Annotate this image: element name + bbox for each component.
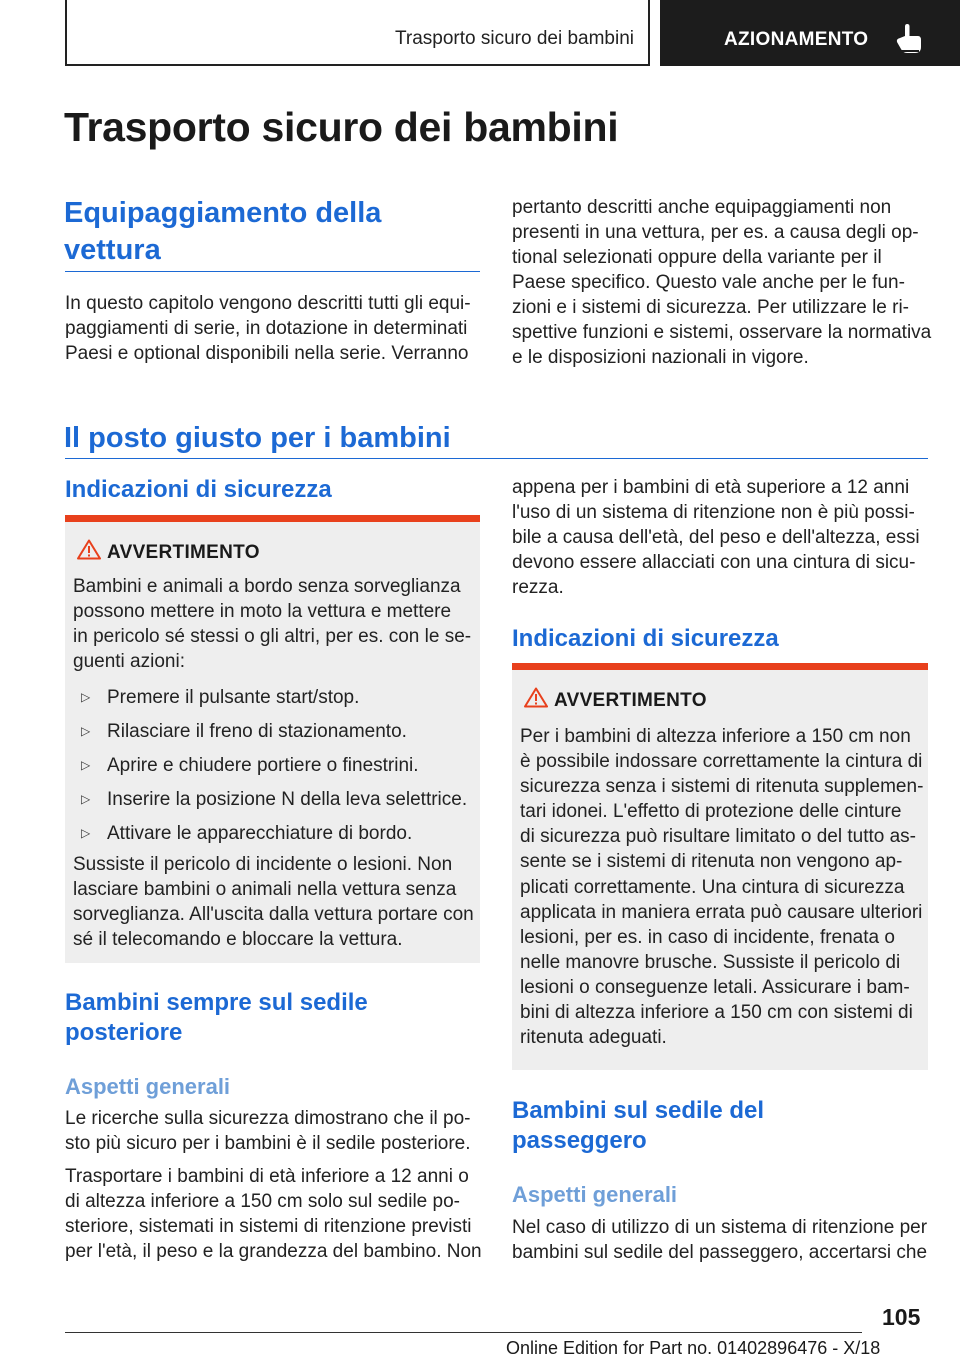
page-number: 105 (882, 1304, 921, 1330)
warning-label: AVVERTIMENTO (554, 690, 707, 711)
posto-heading: Il posto giusto per i bambini (64, 422, 451, 454)
header-section-tab (65, 0, 650, 66)
general-heading-left: Aspetti generali (65, 1074, 231, 1099)
bullet-triangle-icon: ▷ (81, 826, 91, 840)
text-line: sente se i sistemi di ritenuta non vengono ap- (520, 851, 903, 873)
hand-pointer-icon (896, 24, 922, 54)
header-chapter-tab (660, 0, 960, 66)
text-line: presenti in una vettura, per es. a causa degli op- (512, 222, 919, 243)
text-line: guenti azioni: (73, 651, 185, 672)
text-line: plicati correttamente. Una cintura di sicurezza (520, 876, 905, 898)
list-item-text: Aprire e chiudere portiere o finestrini. (107, 755, 419, 776)
warning-body (520, 724, 928, 1050)
text-line: applicata in maniera errata può causare ulteriori (520, 901, 923, 923)
warning-label: AVVERTIMENTO (107, 542, 260, 563)
text-line: Per i bambini di altezza inferiore a 150 cm non (520, 726, 911, 747)
posto-heading-rule (65, 458, 928, 459)
text-line: zioni e i sistemi di sicurezza. Per utilizzare le ri- (512, 297, 910, 318)
text-line: lesioni o conseguenze letali. Assicurare i bam- (520, 976, 910, 998)
text-line: è possibile indossare correttamente la cintura di (520, 751, 923, 773)
rear-seat-heading (65, 988, 368, 1048)
warning-box-right (512, 663, 928, 1070)
passenger-seat-heading (512, 1096, 764, 1156)
list-item-text: Inserire la posizione N della leva selettrice. (107, 789, 468, 810)
text-line: appena per i bambini di età superiore a 12 anni (512, 477, 910, 498)
text-line: rezza. (512, 577, 564, 598)
text-line: in pericolo sé stessi o gli altri, per es. con le se- (73, 626, 472, 647)
general-text-right (512, 1215, 932, 1265)
text-line: di altezza inferiore a 150 cm solo sul sedile po- (65, 1191, 460, 1212)
text-line: steriore, sistemati in sistemi di ritenzione previsti (65, 1216, 472, 1237)
bullet-triangle-icon: ▷ (81, 758, 91, 772)
equipment-text-left (65, 291, 485, 366)
text-line: l'uso di un sistema di ritenzione non è più possi- (512, 502, 915, 523)
safety-subheading-right: Indicazioni di sicurezza (512, 625, 779, 652)
text-line: di sicurezza può risultare limitato o del tutto as- (520, 826, 917, 848)
continuation-text (512, 475, 932, 600)
text-line: Sussiste il pericolo di incidente o lesioni. Non (73, 854, 453, 875)
text-line: per l'età, il peso e la grandezza del bambino. Non (65, 1241, 482, 1262)
list-item (81, 821, 412, 846)
equipment-text-right (512, 195, 932, 370)
list-item (81, 753, 419, 778)
text-line: pertanto descritti anche equipaggiamenti non (512, 197, 892, 218)
text-line: lasciare bambini o animali nella vettura senza (73, 879, 457, 900)
bullet-triangle-icon: ▷ (81, 690, 91, 704)
equipment-heading-rule (65, 271, 480, 272)
general-text-left-2 (65, 1164, 485, 1264)
equipment-heading-line: Equipaggiamento della (64, 197, 382, 229)
text-line: bambini sul sedile del passeggero, accertarsi che (512, 1242, 928, 1263)
text-line: sorveglianza. All'uscita dalla vettura portare con (73, 904, 474, 925)
text-line: lesioni, per es. in caso di incidente, frenata o (520, 926, 895, 948)
text-line: bile a causa dell'età, del peso e dell'altezza, essi (512, 527, 920, 548)
text-line: Bambini e animali a bordo senza sorveglianza (73, 576, 461, 597)
general-heading-right: Aspetti generali (512, 1182, 678, 1207)
heading-line: Bambini sul sedile del (512, 1097, 765, 1124)
text-line: ritenuta adeguati. (520, 1027, 667, 1049)
footer-rule (65, 1332, 862, 1333)
warning-intro (73, 574, 478, 674)
warning-triangle-icon (524, 687, 548, 708)
text-line: devono essere allacciati con una cintura di sicu- (512, 552, 916, 573)
page-title: Trasporto sicuro dei bambini (64, 104, 619, 150)
list-item-text: Rilasciare il freno di stazionamento. (107, 721, 407, 742)
list-item (81, 685, 359, 710)
text-line: Paesi e optional disponibili nella serie. Verranno (65, 343, 469, 364)
text-line: sto più sicuro per i bambini è il sedile posteriore. (65, 1133, 471, 1154)
list-item-text: Attivare le apparecchiature di bordo. (107, 823, 413, 844)
text-line: spettive funzioni e sistemi, osservare la normativa (512, 322, 932, 343)
general-text-left-1 (65, 1106, 485, 1156)
text-line: tional selezionati oppure della variante per il (512, 247, 882, 268)
text-line: possono mettere in moto la vettura e mettere (73, 601, 452, 622)
text-line: tari idonei. L'effetto di protezione delle cinture (520, 801, 902, 823)
text-line: In questo capitolo vengono descritti tutti gli equi- (65, 293, 471, 314)
warning-outro (73, 852, 478, 952)
text-line: bini di altezza inferiore a 150 cm con sistemi di (520, 1002, 913, 1024)
heading-line: posteriore (65, 1019, 183, 1046)
safety-subheading-left: Indicazioni di sicurezza (65, 476, 332, 503)
text-line: e le disposizioni nazionali in vigore. (512, 347, 809, 368)
warning-box-left (65, 515, 480, 963)
edition-footer: Online Edition for Part no. 01402896476 - X/18 (506, 1338, 881, 1358)
warning-triangle-icon (77, 539, 101, 560)
bullet-triangle-icon: ▷ (81, 792, 91, 806)
header-section-title: Trasporto sicuro dei bambini (394, 28, 634, 49)
header-chapter-label: AZIONAMENTO (724, 29, 869, 50)
bullet-triangle-icon: ▷ (81, 724, 91, 738)
text-line: Trasportare i bambini di età inferiore a 12 anni o (65, 1166, 469, 1187)
text-line: sicurezza senza i sistemi di ritenuta supplemen- (520, 776, 924, 798)
text-line: Nel caso di utilizzo di un sistema di ritenzione per (512, 1217, 928, 1238)
text-line: nelle manovre brusche. Sussiste il pericolo di (520, 951, 901, 973)
text-line: sé il telecomando e bloccare la vettura. (73, 929, 403, 950)
heading-line: passeggero (512, 1127, 647, 1154)
text-line: paggiamenti di serie, in dotazione in determinati (65, 318, 468, 339)
equipment-heading (64, 195, 381, 269)
equipment-heading-line: vettura (64, 234, 161, 266)
heading-line: Bambini sempre sul sedile (65, 989, 368, 1016)
list-item (81, 719, 407, 744)
list-item (81, 787, 467, 812)
list-item-text: Premere il pulsante start/stop. (107, 687, 360, 708)
text-line: Paese specifico. Questo vale anche per le fun- (512, 272, 905, 293)
text-line: Le ricerche sulla sicurezza dimostrano che il po- (65, 1108, 471, 1129)
